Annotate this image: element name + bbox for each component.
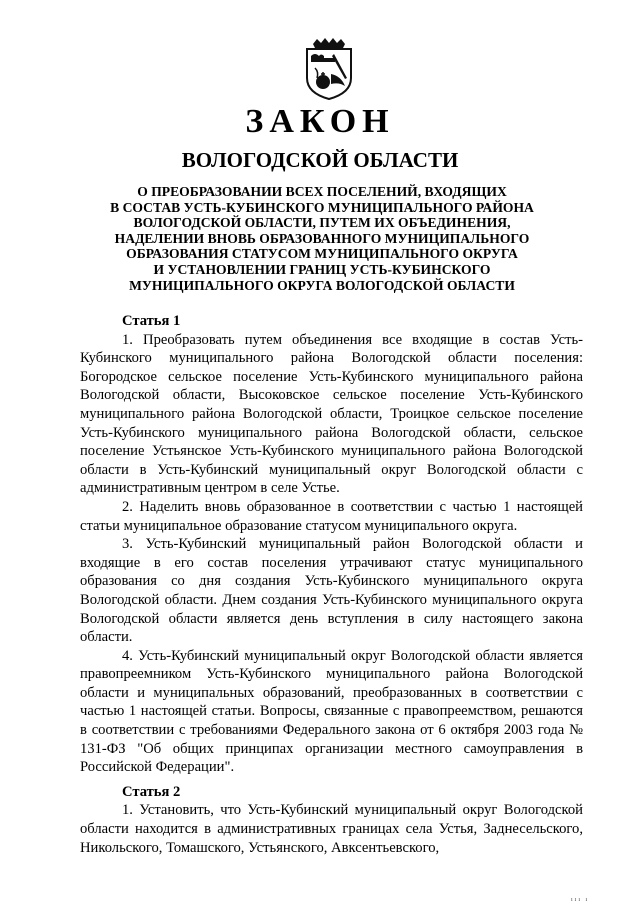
page-footer-mark: ııı ı — [571, 897, 590, 903]
heading-line: НАДЕЛЕНИИ ВНОВЬ ОБРАЗОВАННОГО МУНИЦИПАЛЬНОГО — [114, 230, 530, 246]
article-2-paragraph-1: 1. Установить, что Усть-Кубинский муниципальный округ Вологодской области находится в административных границах села Устья, Заднесельского, Никольского, Томашского, Устьянского, Авксентьевского, — [80, 802, 583, 856]
article-1-paragraph-4: 4. Усть-Кубинский муниципальный округ Вологодской области является правопреемником Усть-Кубинского муниципального района Вологодской области и муниципальных образований, преобразованных в соответствии с частью 1 настоящей статьи. Вопросы, связанные с правопреемством, решаются в соответствии с требованиями Федерального закона от 6 октября 2003 года № 131-ФЗ "Об общих принципах организации местного самоуправления в Российской Федерации". — [80, 647, 583, 776]
article-1-paragraph-2: 2. Наделить вновь образованное в соответствии с частью 1 настоящей статьи муниципальное образование статусом муниципального округа. — [80, 498, 583, 534]
document-title: ЗАКОН — [245, 103, 395, 140]
heading-line: О ПРЕОБРАЗОВАНИИ ВСЕХ ПОСЕЛЕНИЙ, ВХОДЯЩИХ — [137, 184, 507, 199]
heading-line: ОБРАЗОВАНИЯ СТАТУСОМ МУНИЦИПАЛЬНОГО ОКРУГА — [126, 246, 518, 262]
article-1-paragraph-1: 1. Преобразовать путем объединения все входящие в состав Усть-Кубинского муниципального района Вологодской области поселения: Богородское сельское поселение Усть-Кубинского муниципального района Вологодской области, Высоковское сельское поселение Усть-Кубинского муниципального района Вологодской области, Троицкое сельское поселение Усть-Кубинского муниципального района Вологодской области, сельское поселение Устьянское Усть-Кубинского муниципального района Вологодской области в Усть-Кубинский муниципальный округ Вологодской области с административным центром в селе Устье. — [80, 331, 583, 497]
law-heading — [80, 184, 564, 293]
heading-line: В СОСТАВ УСТЬ-КУБИНСКОГО МУНИЦИПАЛЬНОГО РАЙОНА — [110, 199, 534, 215]
law-body — [80, 310, 583, 857]
coat-of-arms-icon — [301, 38, 357, 100]
heading-line: МУНИЦИПАЛЬНОГО ОКРУГА ВОЛОГОДСКОЙ ОБЛАСТИ — [129, 277, 515, 293]
heading-line: И УСТАНОВЛЕНИИ ГРАНИЦ УСТЬ-КУБИНСКОГО — [153, 261, 491, 277]
article-1-paragraph-3: 3. Усть-Кубинский муниципальный район Вологодской области и входящие в его состав поселения утрачивают статус муниципального образования со дня создания Усть-Кубинского муниципального округа Вологодской области. Днем создания Усть-Кубинского муниципального округа Вологодской области является день вступления в силу настоящего закона области. — [80, 536, 583, 646]
region-title: ВОЛОГОДСКОЙ ОБЛАСТИ — [181, 148, 459, 172]
article-1-label: Статья 1 — [122, 313, 181, 329]
heading-line: ВОЛОГОДСКОЙ ОБЛАСТИ, ПУТЕМ ИХ ОБЪЕДИНЕНИЯ, — [133, 215, 511, 231]
article-2-label: Статья 2 — [122, 783, 181, 800]
